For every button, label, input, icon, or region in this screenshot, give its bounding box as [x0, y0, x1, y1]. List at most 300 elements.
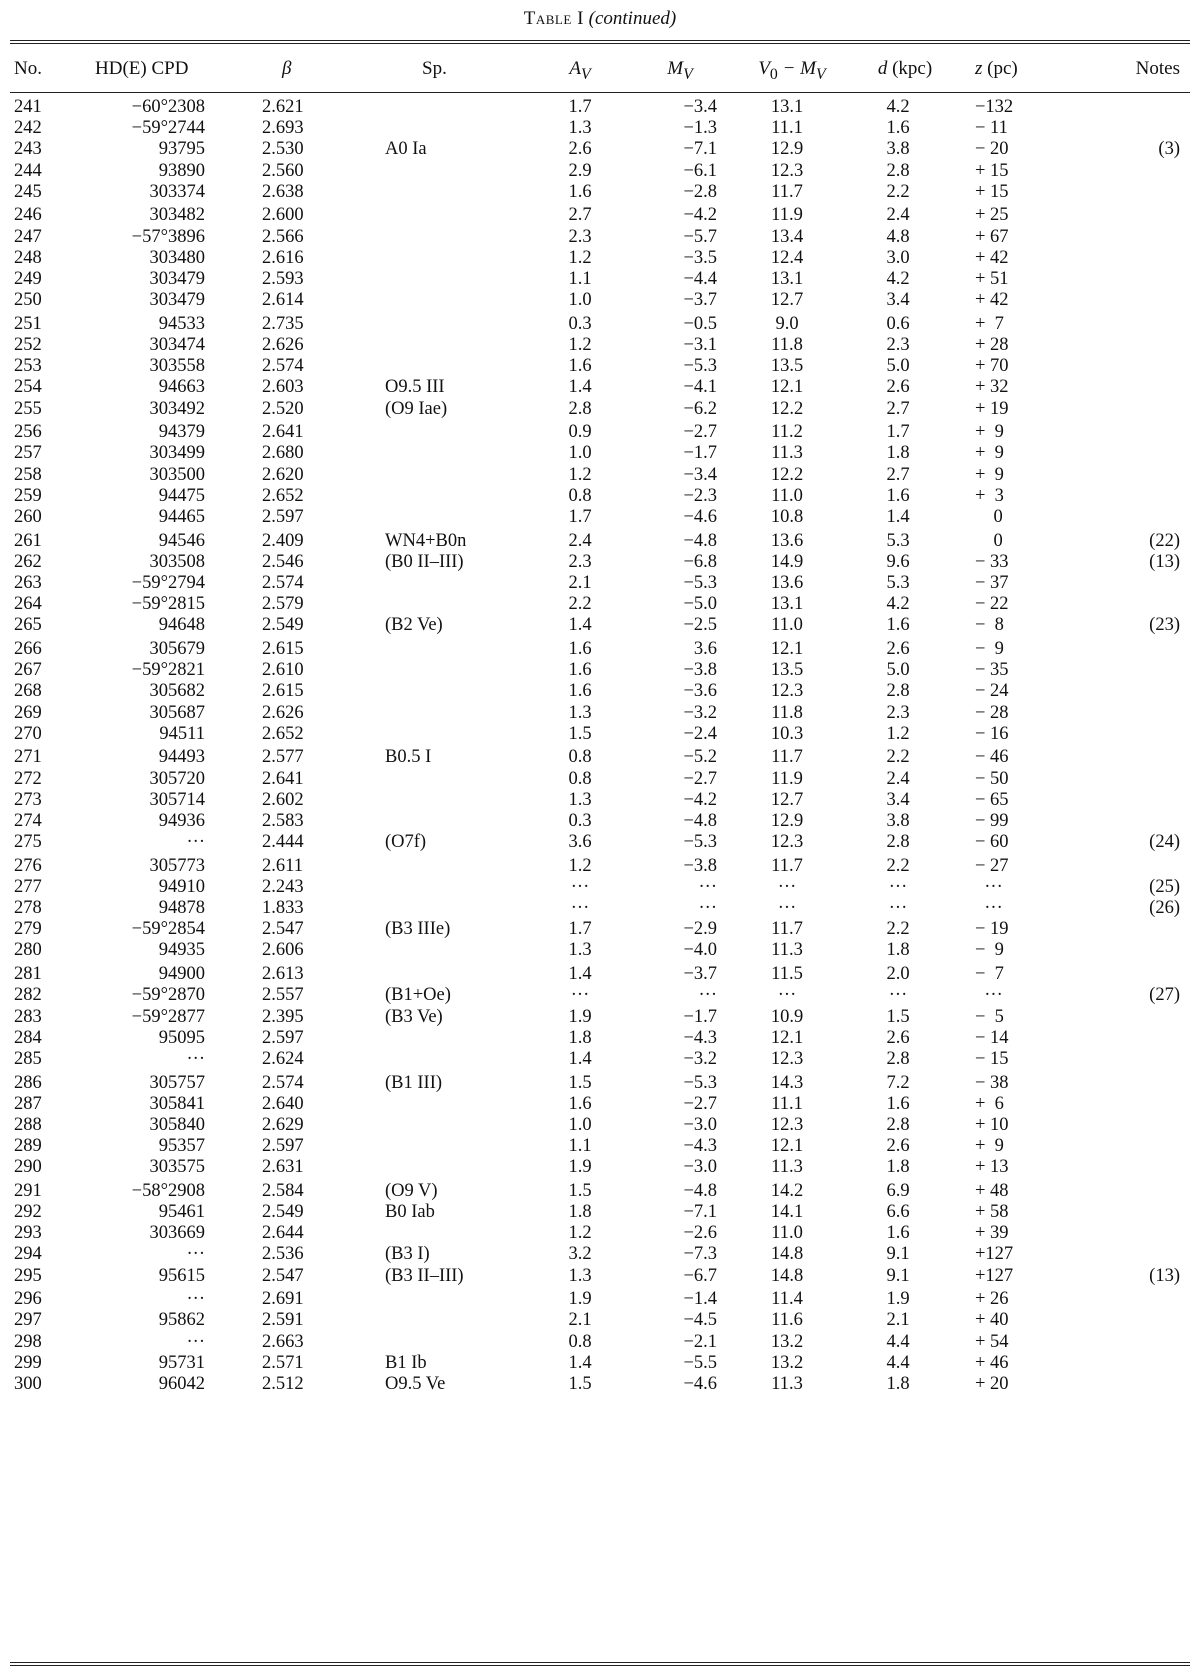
cell-av: 1.1 [568, 1136, 592, 1157]
cell-z: + 7 [975, 313, 1004, 334]
header-distance [860, 58, 950, 80]
cell-beta: 2.621 [262, 97, 304, 117]
header-d-unit: (kpc) [887, 58, 933, 79]
cell-no: 276 [14, 855, 42, 876]
cell-hd: 94546 [158, 530, 205, 551]
cell-mv: ··· [698, 898, 717, 919]
cell-v0: 10.9 [770, 1006, 804, 1027]
cell-v0: 13.5 [770, 356, 804, 377]
table-row [0, 139, 1200, 160]
cell-d: 1.7 [886, 422, 910, 443]
cell-d: 1.6 [886, 1223, 910, 1244]
cell-v0: 10.3 [770, 723, 804, 744]
cell-beta: 2.571 [262, 1352, 304, 1373]
cell-z: ··· [975, 876, 1003, 897]
cell-av: 1.7 [568, 97, 592, 117]
table-header-row [0, 58, 1200, 88]
header-v0-sub2: V [816, 65, 826, 83]
cell-beta: 2.546 [262, 551, 304, 572]
table-row [0, 877, 1200, 898]
cell-mv: ··· [698, 985, 717, 1006]
cell-beta: 2.624 [262, 1048, 304, 1069]
cell-d: 2.2 [886, 747, 910, 768]
table-row [0, 1310, 1200, 1331]
cell-z: − 38 [975, 1072, 1009, 1093]
cell-hd: 303480 [149, 247, 205, 268]
cell-z: − 60 [975, 832, 1009, 853]
cell-beta: 2.735 [262, 313, 304, 334]
cell-no: 288 [14, 1114, 42, 1135]
cell-sp: (B1 III) [385, 1072, 443, 1093]
cell-z: + 51 [975, 268, 1009, 289]
cell-mv: ··· [698, 876, 717, 897]
cell-sp: B0.5 I [385, 747, 432, 768]
table-row [0, 486, 1200, 507]
cell-d: ··· [888, 985, 908, 1006]
cell-z: − 99 [975, 810, 1009, 831]
cell-mv: −4.3 [683, 1136, 717, 1157]
cell-no: 297 [14, 1310, 42, 1331]
cell-hd: 303492 [149, 398, 205, 419]
cell-v0: 11.3 [771, 1374, 803, 1395]
cell-hd: 305714 [149, 789, 205, 810]
table-row [0, 1353, 1200, 1374]
cell-d: 2.2 [886, 855, 910, 876]
cell-d: 4.2 [886, 97, 910, 117]
cell-mv: −4.2 [683, 205, 717, 226]
table-row [0, 248, 1200, 269]
cell-av: 1.4 [568, 1048, 592, 1069]
cell-z: − 15 [975, 1048, 1009, 1069]
cell-v0: 11.8 [771, 702, 803, 723]
row-group [0, 747, 1200, 855]
cell-av: 1.2 [568, 1223, 592, 1244]
cell-beta: 2.663 [262, 1331, 304, 1352]
cell-hd: 94379 [158, 422, 205, 443]
cell-sp: (B2 Ve) [385, 615, 443, 636]
cell-z: + 28 [975, 334, 1009, 355]
cell-av: 1.7 [568, 506, 592, 527]
cell-hd: 305841 [149, 1093, 205, 1114]
cell-v0: 11.7 [771, 855, 803, 876]
cell-z: + 32 [975, 377, 1009, 398]
cell-av: 0.8 [568, 485, 592, 506]
cell-v0: 9.0 [775, 313, 799, 334]
table-caption-qualifier: (continued) [588, 8, 677, 29]
cell-d: 1.5 [886, 1006, 910, 1027]
cell-mv: −4.8 [683, 530, 717, 551]
table-row [0, 898, 1200, 919]
cell-z: − 46 [975, 747, 1009, 768]
cell-hd: 305757 [149, 1072, 205, 1093]
cell-hd: 94936 [158, 810, 205, 831]
cell-beta: 2.566 [262, 226, 304, 247]
table-row [0, 1202, 1200, 1223]
cell-sp: O9.5 III [385, 377, 445, 398]
cell-notes: (3) [1158, 139, 1180, 160]
cell-z: + 26 [975, 1289, 1009, 1310]
cell-no: 274 [14, 810, 42, 831]
cell-hd: −60°2308 [131, 97, 205, 117]
table-row [0, 790, 1200, 811]
cell-z: − 28 [975, 702, 1009, 723]
cell-mv: −4.6 [683, 1374, 717, 1395]
cell-mv: −3.2 [683, 1048, 717, 1069]
cell-z: − 11 [975, 118, 1008, 139]
cell-z: − 5 [975, 1006, 1004, 1027]
cell-z: + 9 [975, 464, 1004, 485]
cell-mv: −2.4 [683, 723, 717, 744]
cell-beta: 2.597 [262, 1136, 304, 1157]
cell-av: 1.5 [568, 1072, 592, 1093]
cell-no: 265 [14, 615, 42, 636]
cell-hd: 303558 [149, 356, 205, 377]
cell-beta: 2.577 [262, 747, 304, 768]
cell-av: 1.4 [568, 615, 592, 636]
cell-hd: −59°2870 [131, 985, 205, 1006]
cell-beta: 2.615 [262, 681, 304, 702]
cell-beta: 2.693 [262, 118, 304, 139]
cell-hd: 305682 [149, 681, 205, 702]
cell-v0: 11.9 [771, 768, 803, 789]
cell-av: 2.4 [568, 530, 592, 551]
cell-d: ··· [888, 898, 908, 919]
cell-no: 251 [14, 313, 42, 334]
cell-d: 2.3 [886, 702, 910, 723]
cell-d: 3.4 [886, 290, 910, 311]
cell-mv: −1.7 [683, 443, 717, 464]
cell-v0: 13.1 [770, 594, 804, 615]
cell-v0: 11.7 [771, 181, 803, 202]
cell-no: 284 [14, 1027, 42, 1048]
cell-d: 2.0 [886, 964, 910, 985]
cell-notes: (22) [1149, 530, 1180, 551]
cell-hd: 94493 [158, 747, 205, 768]
cell-no: 266 [14, 638, 42, 659]
cell-mv: −5.3 [683, 1072, 717, 1093]
cell-beta: 2.611 [262, 855, 303, 876]
cell-d: 4.4 [886, 1331, 910, 1352]
cell-mv: −4.0 [683, 940, 717, 961]
cell-mv: −5.7 [683, 226, 717, 247]
row-group [0, 964, 1200, 1072]
cell-mv: −3.6 [683, 681, 717, 702]
cell-beta: 2.613 [262, 964, 304, 985]
cell-hd: ··· [186, 1289, 205, 1310]
cell-z: + 25 [975, 205, 1009, 226]
cell-z: + 40 [975, 1310, 1009, 1331]
cell-beta: 2.597 [262, 506, 304, 527]
cell-no: 247 [14, 226, 42, 247]
cell-mv: −3.8 [683, 855, 717, 876]
cell-mv: −4.4 [683, 268, 717, 289]
cell-hd: 94910 [158, 876, 205, 897]
table-row [0, 856, 1200, 877]
cell-no: 270 [14, 723, 42, 744]
cell-mv: −5.3 [683, 572, 717, 593]
cell-d: 2.8 [886, 1048, 910, 1069]
cell-hd: 95862 [158, 1310, 205, 1331]
cell-d: 4.2 [886, 268, 910, 289]
header-av-sub: V [580, 65, 591, 83]
cell-hd: ··· [186, 1331, 205, 1352]
cell-d: 1.8 [886, 1157, 910, 1178]
cell-av: 2.8 [568, 398, 592, 419]
cell-d: 4.8 [886, 226, 910, 247]
cell-beta: 2.574 [262, 356, 304, 377]
table-row [0, 615, 1200, 636]
cell-no: 279 [14, 919, 42, 940]
header-mv-symbol: M [667, 58, 684, 79]
cell-d: 3.8 [886, 139, 910, 160]
cell-z: + 20 [975, 1374, 1009, 1395]
cell-beta: 2.641 [262, 422, 304, 443]
table-row [0, 1223, 1200, 1244]
cell-hd: 94648 [158, 615, 205, 636]
cell-beta: 1.833 [262, 898, 304, 919]
cell-mv: −4.2 [683, 789, 717, 810]
cell-d: 2.8 [886, 1114, 910, 1135]
cell-v0: 11.2 [771, 422, 803, 443]
cell-av: 3.2 [568, 1244, 592, 1265]
cell-hd: −59°2815 [131, 594, 205, 615]
cell-mv: −2.7 [683, 1093, 717, 1114]
cell-hd: 94475 [158, 485, 205, 506]
header-mv-sub: V [683, 65, 693, 83]
cell-no: 298 [14, 1331, 42, 1352]
cell-v0: 12.1 [770, 377, 804, 398]
cell-z: + 46 [975, 1352, 1009, 1373]
cell-v0: 12.9 [770, 139, 804, 160]
cell-av: ··· [570, 985, 590, 1006]
cell-av: 1.6 [568, 638, 592, 659]
header-v0-sub: 0 [769, 65, 778, 83]
cell-beta: 2.652 [262, 485, 304, 506]
cell-hd: 94663 [158, 377, 205, 398]
cell-d: 1.4 [886, 506, 910, 527]
cell-av: ··· [570, 898, 590, 919]
header-av-symbol: A [569, 58, 581, 79]
cell-beta: 2.602 [262, 789, 304, 810]
cell-av: 3.6 [568, 832, 592, 853]
cell-beta: 2.644 [262, 1223, 304, 1244]
cell-no: 269 [14, 702, 42, 723]
row-group [0, 314, 1200, 422]
cell-mv: −7.1 [683, 139, 717, 160]
cell-no: 287 [14, 1093, 42, 1114]
cell-hd: 96042 [158, 1374, 205, 1395]
header-d-symbol: d [877, 58, 888, 79]
cell-av: 2.3 [568, 551, 592, 572]
cell-no: 242 [14, 118, 42, 139]
cell-d: 5.3 [886, 530, 910, 551]
cell-beta: 2.591 [262, 1310, 304, 1331]
cell-v0: 12.7 [770, 789, 804, 810]
cell-no: 271 [14, 747, 42, 768]
table-row [0, 422, 1200, 443]
row-group [0, 639, 1200, 747]
cell-no: 273 [14, 789, 42, 810]
cell-beta: 2.631 [262, 1157, 304, 1178]
table-row [0, 1374, 1200, 1395]
cell-v0: 11.8 [771, 334, 803, 355]
cell-hd: 305840 [149, 1114, 205, 1135]
cell-d: 4.4 [886, 1352, 910, 1373]
cell-sp: WN4+B0n [385, 530, 467, 551]
cell-v0: 13.4 [770, 226, 804, 247]
cell-no: 275 [14, 832, 42, 853]
cell-hd: 303374 [149, 181, 205, 202]
cell-beta: 2.652 [262, 723, 304, 744]
cell-no: 278 [14, 898, 42, 919]
table-row [0, 314, 1200, 335]
cell-d: 3.0 [886, 247, 910, 268]
cell-no: 263 [14, 572, 42, 593]
cell-no: 245 [14, 181, 42, 202]
cell-hd: −59°2794 [131, 572, 205, 593]
cell-sp: A0 Ia [385, 139, 427, 160]
cell-mv: −5.5 [683, 1352, 717, 1373]
cell-av: 1.3 [568, 789, 592, 810]
row-group [0, 856, 1200, 964]
table-row [0, 964, 1200, 985]
cell-beta: 2.444 [262, 832, 304, 853]
cell-sp: B1 Ib [385, 1352, 427, 1373]
cell-hd: 94878 [158, 898, 205, 919]
header-av [550, 58, 610, 84]
cell-mv: −1.4 [683, 1289, 717, 1310]
cell-no: 296 [14, 1289, 42, 1310]
cell-d: 2.1 [886, 1310, 910, 1331]
cell-v0: 13.2 [770, 1331, 804, 1352]
cell-z: − 16 [975, 723, 1009, 744]
table-row [0, 1157, 1200, 1178]
cell-notes: (13) [1149, 1265, 1180, 1286]
table-row [0, 1028, 1200, 1049]
cell-no: 281 [14, 964, 42, 985]
cell-z: + 19 [975, 398, 1009, 419]
cell-no: 295 [14, 1265, 42, 1286]
header-sp: Sp. [422, 58, 447, 79]
cell-av: 1.2 [568, 247, 592, 268]
cell-beta: 2.615 [262, 638, 304, 659]
cell-v0: 11.7 [771, 919, 803, 940]
cell-mv: −5.3 [683, 356, 717, 377]
cell-av: 1.0 [568, 443, 592, 464]
header-z [975, 58, 1055, 80]
table-row [0, 769, 1200, 790]
cell-notes: (26) [1149, 898, 1180, 919]
cell-hd: −59°2877 [131, 1006, 205, 1027]
cell-hd: 303499 [149, 443, 205, 464]
cell-d: 3.8 [886, 810, 910, 831]
cell-d: 2.2 [886, 919, 910, 940]
cell-z: + 15 [975, 160, 1009, 181]
cell-sp: (B3 II–III) [385, 1265, 464, 1286]
cell-sp: (O9 Iae) [385, 398, 448, 419]
cell-hd: −59°2821 [131, 660, 205, 681]
cell-av: 1.2 [568, 855, 592, 876]
cell-no: 300 [14, 1374, 42, 1395]
table-row [0, 1049, 1200, 1070]
cell-hd: 303669 [149, 1223, 205, 1244]
cell-d: 9.1 [886, 1265, 910, 1286]
cell-av: 1.3 [568, 1265, 592, 1286]
cell-av: 1.2 [568, 464, 592, 485]
table-row [0, 290, 1200, 311]
table-row [0, 811, 1200, 832]
table-row [0, 531, 1200, 552]
cell-hd: 95095 [158, 1027, 205, 1048]
cell-mv: −2.3 [683, 485, 717, 506]
cell-no: 290 [14, 1157, 42, 1178]
cell-av: 1.9 [568, 1289, 592, 1310]
cell-beta: 2.638 [262, 181, 304, 202]
cell-hd: −57°3896 [131, 226, 205, 247]
cell-z: +127 [975, 1244, 1014, 1265]
cell-beta: 2.614 [262, 290, 304, 311]
cell-d: 6.6 [886, 1202, 910, 1223]
table-row [0, 1244, 1200, 1265]
cell-v0: 12.1 [770, 1136, 804, 1157]
cell-z: + 70 [975, 356, 1009, 377]
cell-beta: 2.691 [262, 1289, 304, 1310]
cell-av: 1.7 [568, 919, 592, 940]
cell-d: 1.9 [886, 1289, 910, 1310]
table-row [0, 573, 1200, 594]
header-hd-cpd: HD(E) CPD [95, 58, 189, 79]
table-row [0, 1181, 1200, 1202]
cell-hd: 94935 [158, 940, 205, 961]
cell-beta: 2.597 [262, 1027, 304, 1048]
table-row [0, 639, 1200, 660]
cell-hd: 303575 [149, 1157, 205, 1178]
row-group [0, 97, 1200, 205]
cell-v0: ··· [777, 876, 797, 897]
row-group [0, 1181, 1200, 1289]
table-row [0, 507, 1200, 528]
cell-d: 2.6 [886, 1136, 910, 1157]
table-row [0, 940, 1200, 961]
cell-av: 1.9 [568, 1157, 592, 1178]
cell-sp: (O7f) [385, 832, 427, 853]
table-row [0, 1073, 1200, 1094]
cell-d: 2.8 [886, 832, 910, 853]
cell-z: + 10 [975, 1114, 1009, 1135]
cell-beta: 2.520 [262, 398, 304, 419]
cell-v0: 12.3 [770, 1048, 804, 1069]
cell-mv: −3.1 [683, 334, 717, 355]
cell-mv: −3.4 [683, 464, 717, 485]
cell-mv: −3.7 [683, 290, 717, 311]
cell-notes: (24) [1149, 832, 1180, 853]
cell-av: 1.1 [568, 268, 592, 289]
cell-no: 250 [14, 290, 42, 311]
cell-mv: −5.3 [683, 832, 717, 853]
table-row [0, 985, 1200, 1006]
cell-z: + 9 [975, 1136, 1004, 1157]
cell-hd: 303500 [149, 464, 205, 485]
cell-z: − 7 [975, 964, 1004, 985]
cell-v0: 11.0 [771, 615, 803, 636]
cell-no: 272 [14, 768, 42, 789]
cell-z: − 19 [975, 919, 1009, 940]
cell-beta: 2.629 [262, 1114, 304, 1135]
cell-d: 0.6 [886, 313, 910, 334]
cell-hd: ··· [186, 1048, 205, 1069]
cell-beta: 2.560 [262, 160, 304, 181]
cell-z: − 35 [975, 660, 1009, 681]
